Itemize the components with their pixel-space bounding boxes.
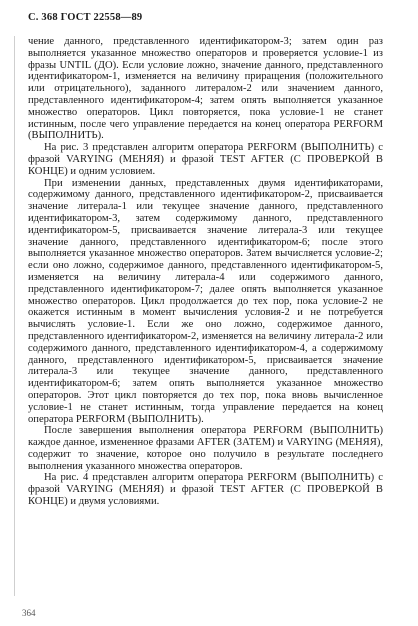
paragraph-4: После завершения выполнения оператора PERFORM (ВЫПОЛНИТЬ) каждое данное, измененное фразами AFTER (ЗАТЕМ) и VARYING (МЕНЯЯ), содержит то значение, которое оно получило в результате последнего выполнения указанного множества операторов. (28, 425, 383, 472)
left-margin-rule (14, 36, 15, 596)
paragraph-5: На рис. 4 представлен алгоритм оператора PERFORM (ВЫПОЛНИТЬ) с фразой VARYING (МЕНЯЯ) и фразой TEST AFTER (С ПРОВЕРКОЙ В КОНЦЕ) и двумя условиями. (28, 472, 383, 508)
paragraph-3: При изменении данных, представленных двумя идентификаторами, содержимому данного, представленного идентификатором-2, присваивается значение литерала-1 или текущее значение данного, представленного идентификатором-3, затем содержимому данного, представленного идентификатором-5, присваивается значение литерала-3 или текущее значение данного, представленного идентификатором-6; после этого выполняется указанное множество операторов. Затем вычисляется условие-2; если оно ложно, содержимое данного, представленного идентификатором-5, изменяется на величину литерала-4 или содержимого данного, представленного идентификатором-7; далее опять выполняется указанное множество операторов. Цикл продолжается до тех пор, пока условие-2 не окажется истинным в момент вычисления условия-2 и не потребуется вычислять условие-1. Если же оно ложно, содержимое данного, представленного идентификатором-2, изменяется на величину литерала-2 или содержимого данного, представленного идентификатором-4, а содержимому данного, представленного идентификатором-5, присваивается значение литерала-3 или текущее значение данного, представленного идентификатором-6; затем опять выполняется указанное множество операторов. Этот цикл повторяется до тех пор, пока вновь вычисленное условие-1 не станет истинным, тогда управление передается на конец оператора PERFORM (ВЫПОЛНИТЬ). (28, 177, 383, 425)
body-text (28, 36, 383, 508)
paragraph-2: На рис. 3 представлен алгоритм оператора PERFORM (ВЫПОЛНИТЬ) с фразой VARYING (МЕНЯЯ) и фразой TEST AFTER (С ПРОВЕРКОЙ В КОНЦЕ) и одним условием. (28, 142, 383, 177)
page-header: С. 368 ГОСТ 22558—89 (28, 12, 143, 23)
paragraph-1: чение данного, представленного идентификатором-3; затем один раз выполняется указанное множество операторов и проверяется условие-1 из фразы UNTIL (ДО). Если условие ложно, значение данного, представленного идентификатором-1, изменяется на величину приращения (положительного или отрицательного), заданного литералом-2 или значением данного, представленного идентификатором-4; затем опять выполняется указанное множество операторов. Цикл повторяется, пока условие-1 не станет истинным, после чего управление передается на конец оператора PERFORM (ВЫПОЛНИТЬ). (28, 36, 383, 142)
page-number: 364 (22, 608, 36, 618)
